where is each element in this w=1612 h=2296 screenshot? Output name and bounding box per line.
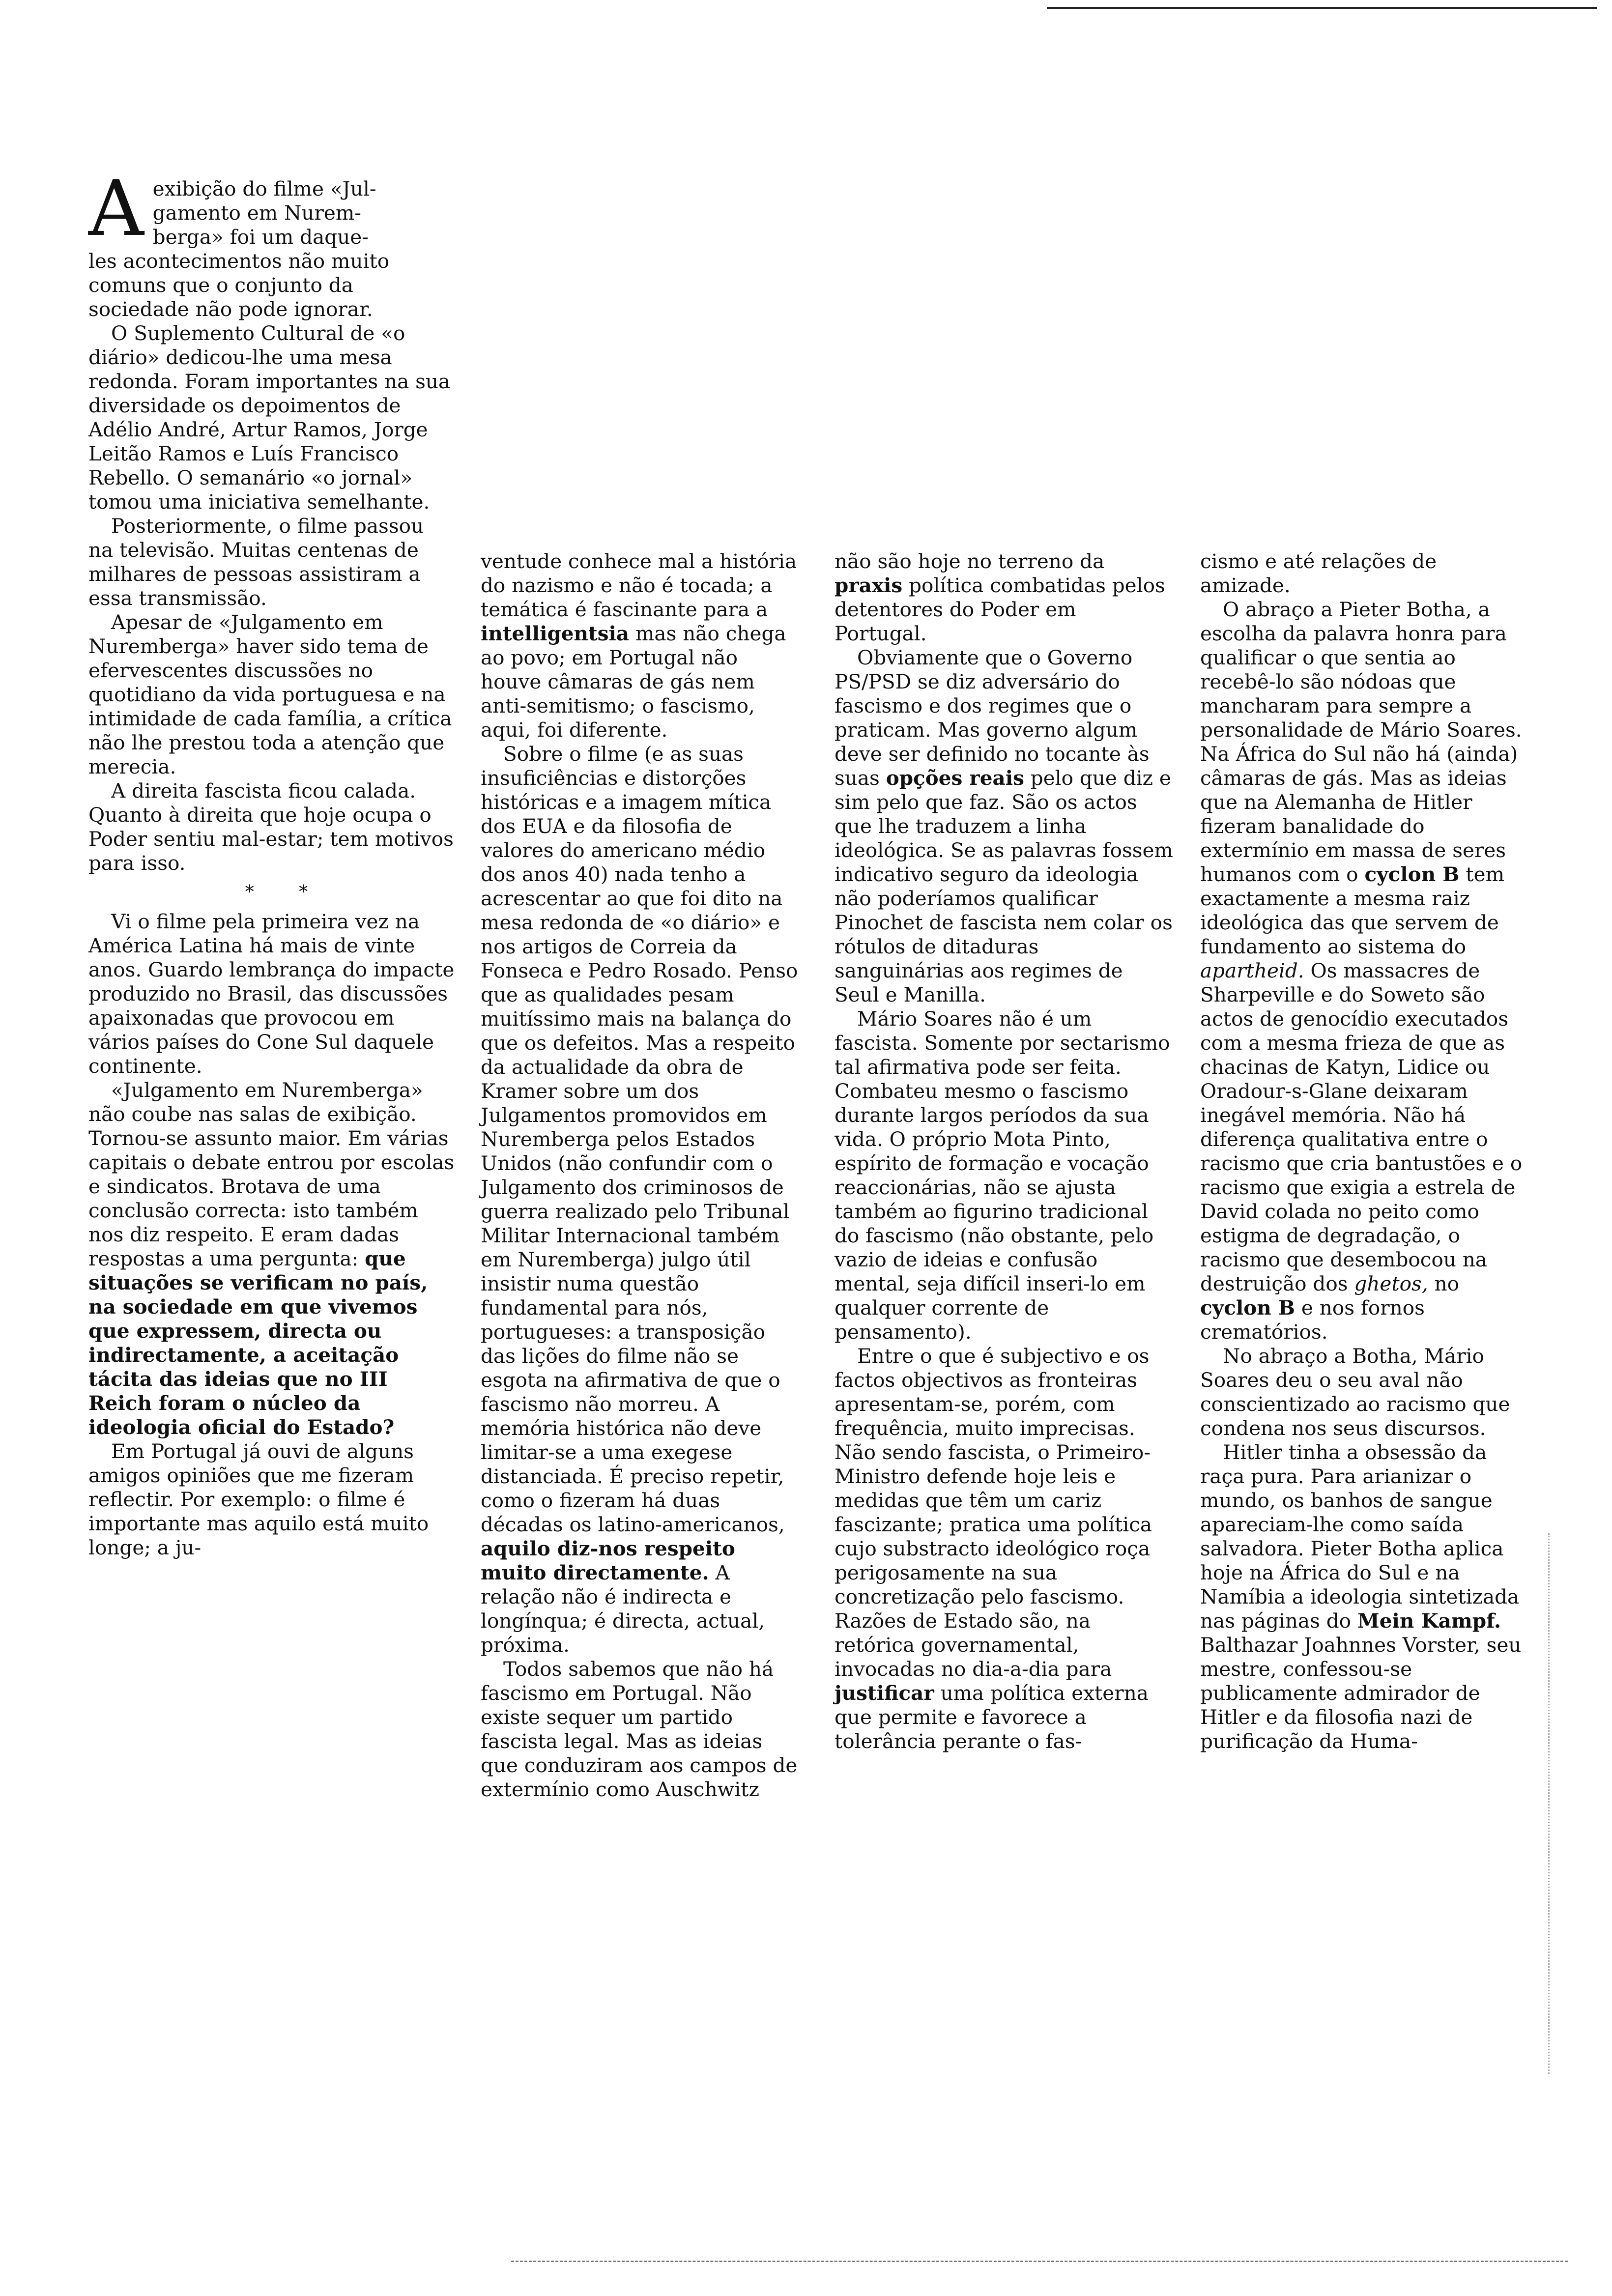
italic-term: ghetos, [1354,1272,1428,1295]
paragraph-text: tem exactamente a mesma raiz ideológica das que servem de fundamento ao sistema do [1200,862,1505,958]
paragraph-text: Entre o que é subjectivo e os factos objectivos as fronteiras apresentam-se, porém, com frequência, muito imprecisas. Não sendo fascista, o Primeiro-Ministro defende hoje leis e medidas que têm um cariz fascizante; pratica uma política cujo substracto ideológico roça perigosamente na sua concretização pelo fascismo. Razões de Estado são, na retórica governamental, invocadas no dia-a-dia para [835,1344,1152,1681]
paragraph-text: Sobre o filme (e as suas insuficiências e distorções históricas e a imagem mítica dos EUA e da filosofia de valores do americano médio dos anos 40) nada tenho a acrescentar ao que foi dito na mesa redonda de «o diário» e nos artigos de Correia da Fonseca e Pedro Rosado. Penso que as qualidades pesam muitíssimo mais na balança do que os defeitos. Mas a respeito da actualidade da obra de Kramer sobre um dos Julgamentos promovidos em Nuremberga pelos Estados Unidos (não confundir com o Julgamento dos criminosos de guerra realizado pelo Tribunal Militar Internacional também em Nuremberga) julgo útil insistir numa questão fundamental para nós, portugueses: a transposição das lições do filme não se esgota na afirmativa de que o fascismo não morreu. A memória histórica não deve limitar-se a uma exegese distanciada. É preciso repetir, como o fizeram há duas décadas os latino-americanos, [481,742,798,1536]
paragraph [835,549,1174,646]
paragraph: cismo e até relações de amizade. [1200,549,1437,597]
paragraph-text: política combatidas pelos detentores do Poder em Portugal. [835,574,1165,645]
paragraph-text: Obviamente que o Governo PS/PSD se diz adversário do fascismo e dos regimes que o praticam. Mas governo algum deve ser definido no tocante às suas [835,646,1150,790]
article-column-3 [835,549,1174,1753]
paragraph-text: exibição do filme «Jul- gamento em Nurem- berga» foi um daque- les acontecimentos não muito comuns que o conjunto da sociedade não pode ignorar. [88,177,390,321]
paragraph [835,646,1174,1007]
top-edge-rule [1047,7,1597,9]
paragraph-text: Os massacres de Sharpeville e do Soweto são actos de genocídio executados com a mesma frieza de que as chacinas de Katyn, Lidice ou Oradour-s-Glane deixaram inegável memória. Não há diferença qualitativa entre o racismo que cria bantustões e o racismo que exigia a estrela de David colada no peito como estigma de degradação, o racismo que desembocou na destruição dos [1200,959,1523,1295]
paragraph: Posteriormente, o filme passou na televisão. Muitas centenas de milhares de pessoas assistiram a essa transmissão. [88,514,424,610]
bold-term: cyclon B [1200,1296,1295,1320]
paragraph-text: uma política externa que permite e favorece a tolerância perante o fas- [835,1681,1149,1753]
paragraph-text: mas não chega ao povo; em Portugal não houve câmaras de gás nem anti-semitismo; o fascismo, aqui, foi diferente. [481,622,786,742]
drop-cap: A [88,164,144,253]
paragraph: Mário Soares não é um fascista. Somente por sectarismo tal afirmativa pode ser feita. Combateu mesmo o fascismo durante largos períodos da sua vida. O próprio Mota Pinto, espírito de formação e vocação reaccionárias, não se ajusta também ao figurino tradicional do fascismo (não obstante, pelo vazio de ideias e confusão mental, seja difícil inseri-lo em qualquer corrente de pensamento). [835,1007,1170,1344]
bold-term: opções reais [886,766,1024,790]
scan-edge-marks [1548,1533,1554,2074]
article-column-1 [88,164,455,1560]
bold-term: intelligentsia [481,622,630,645]
bottom-scan-rule [511,2261,1568,2262]
paragraph: A direita fascista ficou calada. Quanto à direita que hoje ocupa o Poder sentiu mal-estar; tem motivos para isso. [88,779,454,875]
paragraph: Vi o filme pela primeira vez na América Latina há mais de vinte anos. Guardo lembrança do impacte produzido no Brasil, das discussões apaixonadas que provocou em vários países do Cone Sul daquele continente. [88,910,455,1078]
paragraph [1200,1440,1527,1753]
paragraph: No abraço a Botha, Mário Soares deu o seu aval não conscientizado ao racismo que condena nos seus discursos. [1200,1344,1510,1440]
bold-term: Mein Kampf. [1357,1609,1501,1633]
paragraph [835,1344,1174,1753]
paragraph [88,164,455,321]
paragraph-text: não são hoje no terreno da [835,549,1105,573]
paragraph: Em Portugal já ouvi de alguns amigos opiniões que me fizeram reflectir. Por exemplo: o filme é importante mas aquilo está muito longe; a ju- [88,1439,429,1559]
paragraph: O Suplemento Cultural de «o diário» dedicou-lhe uma mesa redonda. Foram importantes na sua diversidade os depoimentos de Adélio André, Artur Ramos, Jorge Leitão Ramos e Luís Francisco Rebello. O semanário «o jornal» tomou uma iniciativa semelhante. [88,321,451,514]
italic-term: apartheid. [1200,959,1304,982]
paragraph-text: Balthazar Joahnnes Vorster, seu mestre, confessou-se publicamente admirador de Hitler e da filosofia nazi de purificação da Huma- [1200,1633,1522,1753]
paragraph-text: ventude conhece mal a história do nazismo e não é tocada; a temática é fascinante para a [481,549,797,621]
paragraph-text: no [1434,1272,1460,1295]
paragraph: Todos sabemos que não há fascismo em Portugal. Não existe sequer um partido fascista legal. Mas as ideias que conduziram aos campos de extermínio como Auschwitz [481,1657,798,1801]
paragraph [1200,598,1527,1344]
paragraph [481,549,801,742]
paragraph: Apesar de «Julgamento em Nuremberga» haver sido tema de efervescentes discussões no quotidiano da vida portuguesa e na intimidade de cada família, a crítica não lhe prestou toda a atenção que merecia. [88,610,452,778]
bold-question: que situações se verificam no país, na sociedade em que vivemos que expressem, directa ou indirectamente, a aceitação tácita das ideias que no III Reich foram o núcleo da ideologia oficial do Estado? [88,1247,428,1439]
paragraph [481,742,801,1657]
bold-term: justificar [835,1681,934,1705]
paragraph-text: Hitler tinha a obsessão da raça pura. Para arianizar o mundo, os banhos de sangue apareciam-lhe como saída salvadora. Pieter Botha aplica hoje na África do Sul e na Namíbia a ideologia sintetizada nas páginas do [1200,1440,1520,1633]
paragraph [88,1078,455,1439]
bold-term: cyclon B [1364,862,1460,886]
bold-term: praxis [835,574,903,597]
article-column-2 [481,549,801,1802]
paragraph-text: A relação não é indirecta e longínqua; é directa, actual, próxima. [481,1561,765,1657]
paragraph-text: e nos fornos crematórios. [1200,1296,1425,1344]
section-separator: * * [245,882,328,902]
article-column-4 [1200,549,1527,1753]
paragraph-text: «Julgamento em Nuremberga» não coube nas salas de exibição. Tornou-se assunto maior. Em várias capitais o debate entrou por escolas e sindicatos. Brotava de uma conclusão correcta: isto também nos diz respeito. E eram dadas respostas a uma pergunta: [88,1078,455,1270]
paragraph-text: O abraço a Pieter Botha, a escolha da palavra honra para qualificar o que sentia ao recebê-lo são nódoas que mancharam para sempre a personalidade de Mário Soares. Na África do Sul não há (ainda) câmaras de gás. Mas as ideias que na Alemanha de Hitler fizeram banalidade do extermínio em massa de seres humanos com o [1200,598,1522,886]
paragraph-text: pelo que diz e sim pelo que faz. São os actos que lhe traduzem a linha ideológica. Se as palavras fossem indicativo seguro da ideologia não poderíamos qualificar Pinochet de fascista nem colar os rótulos de ditaduras sanguinárias aos regimes de Seul e Manilla. [835,766,1173,1006]
bold-phrase: aquilo diz-nos respeito muito directamente. [481,1537,735,1584]
